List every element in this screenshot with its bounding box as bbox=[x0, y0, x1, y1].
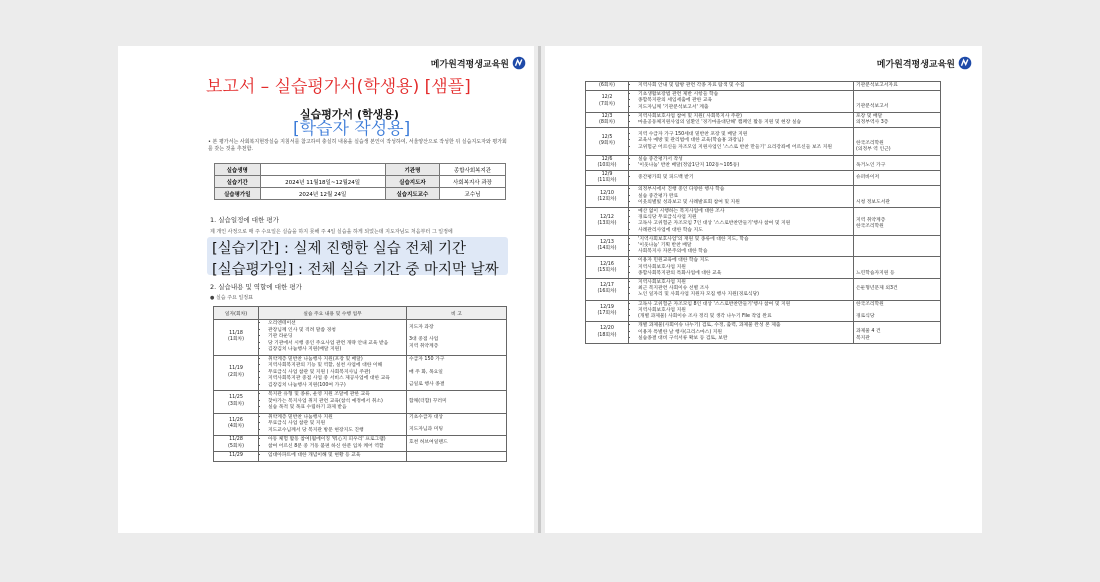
info-label: 실습지도자 bbox=[385, 176, 439, 188]
col-header: 실습 주요 내용 및 수행 업무 bbox=[259, 307, 407, 320]
note-line: 기관분석보고서 bbox=[856, 104, 889, 110]
schedule-item: • 무료급식 사업 참관 및 지원 ( 사회복지사님 주관) bbox=[268, 370, 404, 377]
schedule-item: • 기초생활보장법 관련 제반 시항들 학습 bbox=[638, 92, 851, 98]
info-row bbox=[215, 188, 506, 200]
schedule-content bbox=[629, 171, 854, 186]
schedule-item: • (개별 과제물) 사회이슈 조사 정리 및 생각 나누기 File 작업 완료 bbox=[638, 314, 851, 320]
document-title: 실습평가서 (학생용) bbox=[300, 108, 399, 121]
round-text: (6회차) bbox=[598, 83, 616, 88]
schedule-row bbox=[586, 208, 941, 236]
schedule-date bbox=[586, 235, 629, 257]
schedule-note bbox=[854, 235, 941, 257]
schedule-date bbox=[586, 112, 629, 127]
note-line: 슈퍼바이저 bbox=[856, 175, 880, 181]
schedule-item: • 임대아파트에 대한 개념이해 및 현황 등 교육 bbox=[268, 453, 404, 460]
schedule-item: • 지도자님께 '기관분석보고서' 계출 bbox=[638, 105, 851, 111]
schedule-row bbox=[586, 112, 941, 127]
round-text: (17회차) bbox=[597, 310, 617, 316]
schedule-note bbox=[854, 112, 941, 127]
note-line: 경로식당 bbox=[856, 313, 875, 319]
schedule-content bbox=[629, 155, 854, 170]
date-text: 12/6 bbox=[601, 156, 613, 162]
note-line: 복지관 bbox=[856, 335, 870, 341]
report-red-title: 보고서 – 실습평가서(학생용) [샘플] bbox=[206, 77, 471, 97]
round-text: (11회차) bbox=[597, 178, 617, 184]
info-label: 실습지도교수 bbox=[385, 188, 439, 200]
info-row bbox=[215, 164, 506, 176]
round-text: (16회차) bbox=[597, 289, 617, 295]
section2-sub: ● 실습 주요 일정표 bbox=[210, 295, 253, 301]
schedule-item: • 실습 중간평가 완료 bbox=[638, 194, 851, 200]
schedule-item: • 지역사회보호사업 참여 및 지원( 사회복지사 주관) bbox=[638, 114, 851, 120]
round-text: (18회차) bbox=[597, 332, 617, 338]
schedule-note bbox=[854, 300, 941, 322]
schedule-note bbox=[854, 82, 941, 91]
info-value: 2024년 12월 24일 bbox=[260, 188, 385, 200]
info-row bbox=[215, 176, 506, 188]
date-text: 11/28 bbox=[229, 437, 243, 442]
date-text: 12/19 bbox=[600, 304, 614, 310]
note-line: 시청 정보도서관 bbox=[856, 199, 890, 205]
info-label: 기관명 bbox=[385, 164, 439, 176]
schedule-content bbox=[629, 257, 854, 279]
round-text: (12회차) bbox=[597, 196, 617, 202]
note-line: 한국조리학원 bbox=[856, 224, 884, 230]
date-text: 12/2 bbox=[601, 95, 613, 101]
schedule-row bbox=[586, 128, 941, 155]
info-value: 종합사회복지관 bbox=[440, 164, 506, 176]
note-line: 의정부역사 3층 bbox=[856, 120, 889, 126]
schedule-row bbox=[586, 300, 941, 322]
schedule-item: • 지역사회보호사업 지원 bbox=[638, 308, 851, 314]
schedule-item: • 이웃의별빛 성과보고 및 사례발표회 참여 및 지원 bbox=[638, 200, 851, 206]
note-line: 과제물 4 건 bbox=[856, 329, 881, 335]
schedule-item: • 사회복지사 자본주의에 대한 학습 bbox=[638, 249, 851, 255]
date-text: 11/26 bbox=[229, 417, 243, 423]
note-line: 금일로 행사 종결 bbox=[409, 382, 445, 387]
note-line: 지도자님과 미팅 bbox=[409, 427, 443, 433]
schedule-content bbox=[259, 391, 407, 414]
schedule-item: • 교육사 예방 및 관리법에 대한 교육(학습홍 과장님) bbox=[638, 138, 851, 144]
schedule-row bbox=[214, 391, 507, 414]
round-text: (1회차) bbox=[227, 337, 245, 343]
schedule-item: • 이용자 특별한 날 행사(크리스마스) 지원 bbox=[638, 330, 851, 336]
note-line: 수급자 150 가구 bbox=[409, 357, 445, 362]
schedule-row bbox=[586, 91, 941, 113]
col-header: 일자(회차) bbox=[214, 307, 259, 320]
section1-heading: 1. 실습일정에 대한 평가 bbox=[210, 216, 279, 224]
right-document-page bbox=[545, 46, 982, 533]
round-text: (7회차) bbox=[598, 101, 616, 107]
date-text: 12/9 bbox=[601, 172, 613, 178]
schedule-item: • 관장님께 인사 및 격려 말씀 경청 bbox=[268, 328, 404, 335]
schedule-item: • 지역사회 안내 및 탐방 관련 각종 자료 탐색 및 수집 bbox=[638, 83, 851, 89]
note-line: 기관분석보고서자료 bbox=[856, 83, 898, 88]
schedule-item: • 지역사회보호사업 지원 bbox=[638, 265, 851, 271]
schedule-content bbox=[629, 91, 854, 113]
schedule-note bbox=[407, 413, 507, 436]
schedule-item: • 이용자 민원교육에 대한 학습 지도 bbox=[638, 258, 851, 264]
schedule-item: • 김장김치 나눔행사 지원(배달 지원) bbox=[268, 347, 404, 354]
schedule-item: • 오리엔테이션 bbox=[268, 321, 404, 328]
schedule-note bbox=[854, 171, 941, 186]
schedule-note bbox=[407, 355, 507, 391]
info-value bbox=[260, 164, 385, 176]
note-line: 지역 취약계층 bbox=[856, 218, 886, 224]
schedule-item: • 지역사회복지관 중점 사업 중 서비스 제공사업에 대한 교육 bbox=[268, 376, 404, 383]
note-line: 기초수급자 대상 bbox=[409, 414, 443, 420]
schedule-note bbox=[854, 279, 941, 301]
schedule-content bbox=[629, 322, 854, 344]
schedule-date bbox=[586, 208, 629, 236]
date-text: 12/13 bbox=[600, 239, 614, 245]
highlight-line-2: [실습평가일] : 전체 실습 기간 중 마지막 날짜 bbox=[212, 262, 499, 278]
note-line: (의정부 역 인근) bbox=[856, 147, 891, 153]
info-value: 교수님 bbox=[440, 188, 506, 200]
schedule-item: • '지역사회보호사업'의 재원 및 종류에 대한 지도, 학습 bbox=[638, 237, 851, 243]
schedule-date bbox=[586, 91, 629, 113]
schedule-note bbox=[854, 186, 941, 208]
schedule-item: • 사례관리사업에 대한 학습 지도 bbox=[638, 228, 851, 234]
note-line: 3대 중점 사업 bbox=[409, 337, 439, 342]
schedule-item: • 김장김치 나눔행사 지원(100여 가구) bbox=[268, 383, 404, 390]
schedule-date bbox=[214, 436, 259, 452]
schedule-date bbox=[586, 322, 629, 344]
info-value: 2024년 11월18일~12월24일 bbox=[260, 176, 385, 188]
schedule-content bbox=[629, 208, 854, 236]
schedule-content bbox=[259, 413, 407, 436]
schedule-table bbox=[213, 306, 507, 462]
note-line: 지도자 과장 bbox=[409, 324, 434, 330]
schedule-item: • 의정부시에서 진행 중인 다양한 행사 학습 bbox=[638, 187, 851, 193]
schedule-content bbox=[629, 300, 854, 322]
left-document-page bbox=[118, 46, 534, 533]
schedule-item: • 예산 없이 시행하는 복지사업에 대한 조사 bbox=[638, 209, 851, 215]
student-info-table bbox=[214, 163, 506, 200]
schedule-item: • 무료급식 사업 참관 및 지원 bbox=[268, 421, 404, 428]
schedule-content bbox=[629, 128, 854, 155]
schedule-item: • '이웃나눔' 기획 반찬 배달 bbox=[638, 243, 851, 249]
schedule-item: • 지역사회보호사업 지원 bbox=[638, 280, 851, 286]
schedule-item: • 노인 일자리 및 사회사업 지원자 모집 행사 지원(경로식당) bbox=[638, 292, 851, 298]
schedule-row bbox=[214, 413, 507, 436]
schedule-content bbox=[259, 355, 407, 391]
schedule-note bbox=[407, 436, 507, 452]
schedule-item: • 복지관 유형 및 종류, 운영 지원 조달에 관한 교육 bbox=[268, 392, 404, 399]
schedule-content bbox=[259, 320, 407, 356]
logo-mark-icon bbox=[958, 56, 972, 70]
schedule-date bbox=[586, 171, 629, 186]
schedule-date bbox=[214, 355, 259, 391]
round-text: (3회차) bbox=[227, 401, 245, 407]
schedule-table-continued bbox=[585, 81, 941, 344]
schedule-row bbox=[214, 452, 507, 462]
date-text: 12/5 bbox=[601, 135, 613, 141]
round-text: (9회차) bbox=[598, 141, 616, 147]
round-text: (10회차) bbox=[597, 162, 617, 168]
schedule-content bbox=[629, 186, 854, 208]
section1-note: 제 개인 사정으로 매 주 수요일은 실습을 하지 못해 주 4일 실습을 하게 되었는데 지도자님도 처음부터 그 일정에 bbox=[210, 229, 453, 235]
schedule-row bbox=[214, 320, 507, 356]
schedule-date bbox=[586, 257, 629, 279]
logo bbox=[431, 56, 526, 70]
schedule-item: • 실습종결 대비 구석서류 확보 등 검토, 보완 bbox=[638, 336, 851, 342]
intro-text: • 본 평가서는 사회복지현장실습 지침서를 참고하여 충실히 내용을 실습생 본인이 작성하여, 서울양산으로 작성한 뒤 실습지도자와 평가회를 갖는 것을 추천함. bbox=[208, 139, 507, 152]
schedule-row bbox=[586, 257, 941, 279]
schedule-item: • 지역사회복지관의 기능 및 역할, 실천 사업에 대한 이해 bbox=[268, 363, 404, 370]
schedule-content bbox=[629, 112, 854, 127]
logo bbox=[877, 56, 972, 70]
schedule-date bbox=[214, 391, 259, 414]
schedule-content bbox=[629, 235, 854, 257]
schedule-item: • 찾아가는 복지사업 취지 관련 교육(참석 예정에서 취소) bbox=[268, 399, 404, 406]
schedule-date bbox=[214, 452, 259, 462]
schedule-note bbox=[407, 391, 507, 414]
note-line: 호천 허브여일랜드 bbox=[409, 440, 448, 446]
logo-text: 메가원격평생교육원 bbox=[430, 59, 509, 70]
date-text: 11/29 bbox=[229, 453, 243, 458]
highlight-line-1: [실습기간] : 실제 진행한 실습 전체 기간 bbox=[212, 241, 466, 257]
logo-text: 메가원격평생교육원 bbox=[876, 59, 955, 70]
note-line: 포장 및 배달 bbox=[856, 113, 883, 119]
schedule-note bbox=[407, 320, 507, 356]
note-line: 한국조리학원 bbox=[856, 141, 884, 147]
note-line: 함께(더함) 꾸러미 bbox=[409, 398, 447, 404]
schedule-item: • 취약계층 밑반찬 나눔행사 지원 bbox=[268, 415, 404, 422]
schedule-content bbox=[629, 82, 854, 91]
round-text: (8회차) bbox=[598, 120, 616, 126]
section2-heading: 2. 실습내용 및 역할에 대한 평가 bbox=[210, 283, 302, 291]
schedule-content bbox=[629, 279, 854, 301]
info-label: 실습기간 bbox=[215, 176, 261, 188]
schedule-date bbox=[586, 155, 629, 170]
note-line bbox=[856, 292, 938, 298]
schedule-item: • 고위험군 어르신들 자조모임 지원사업인 '스스로 반찬 만들기' 요리강좌에 어르신들 보조 지원 bbox=[638, 145, 851, 151]
note-line: 은둔형년문제 외3건 bbox=[856, 286, 898, 292]
schedule-item: • 아동 체험 활동 참여(월에이징 '뭐心지 피우리' 프로그램) bbox=[268, 437, 404, 444]
schedule-date bbox=[586, 279, 629, 301]
schedule-item: • 마을공동체지원사업의 일환인 '경기마을대단해' 캠페인 활동 지원 및 현장 실습 bbox=[638, 120, 851, 126]
schedule-date bbox=[586, 82, 629, 91]
schedule-date bbox=[214, 413, 259, 436]
round-text: (5회차) bbox=[227, 443, 245, 449]
schedule-item: • 최근 복지관련 사회이슈 선별 조사 bbox=[638, 286, 851, 292]
note-line: 한국조리학원 bbox=[856, 301, 884, 307]
date-text: 12/12 bbox=[600, 215, 614, 221]
col-header: 비 고 bbox=[407, 307, 507, 320]
note-line: 매 주 화, 목요일 bbox=[409, 369, 443, 375]
schedule-item: • 종합사회복지관의 특화사업에 대한 교육 bbox=[638, 271, 851, 277]
schedule-item: • 개별 과제물(사회이슈 나누기) 검토, 수정, 출력, 과제물 완성 본 제출 bbox=[638, 323, 851, 329]
schedule-item: • 고독사 고위험군 자조모임 8인 대상 '스스로반찬만들기'행사 참여 및 지원 bbox=[638, 302, 851, 308]
date-text: 12/20 bbox=[600, 326, 614, 332]
schedule-row bbox=[586, 155, 941, 170]
schedule-item: • 지역 수급자 가구 150세대 밑반찬 포장 및 배달 지원 bbox=[638, 132, 851, 138]
schedule-date bbox=[586, 300, 629, 322]
schedule-item: • 고독사 고위험군 자조모임 7인 대상 '스스로반찬만들기'행사 참여 및 지원 bbox=[638, 221, 851, 227]
logo-mark-icon bbox=[512, 56, 526, 70]
schedule-row bbox=[586, 279, 941, 301]
schedule-date bbox=[586, 186, 629, 208]
schedule-content bbox=[259, 436, 407, 452]
date-text: 12/3 bbox=[601, 113, 613, 119]
note-line: 느린학습자지원 등 bbox=[856, 270, 895, 276]
schedule-note bbox=[854, 257, 941, 279]
schedule-item: • '이웃나눔' 반찬 배달(정암1단지 102동~105동) bbox=[638, 163, 851, 169]
schedule-row bbox=[586, 322, 941, 344]
schedule-item: • 실습 중간평가서 작성 bbox=[638, 157, 851, 163]
schedule-item: • 종합복지관의 세입세출에 관한 교육 bbox=[638, 98, 851, 104]
round-text: (15회차) bbox=[597, 267, 617, 273]
date-text: 11/19 bbox=[229, 366, 243, 372]
info-label: 실습생명 bbox=[215, 164, 261, 176]
author-note: [학습자 작성용] bbox=[293, 119, 411, 139]
schedule-note bbox=[854, 91, 941, 113]
schedule-row bbox=[586, 82, 941, 91]
schedule-content bbox=[259, 452, 407, 462]
schedule-item: • 취약계층 밑반찬 나눔행사 지원(포장 및 배달) bbox=[268, 357, 404, 364]
page-divider bbox=[538, 46, 541, 533]
schedule-item: • 기관 라운딩 bbox=[268, 334, 404, 341]
round-text: (4회차) bbox=[227, 424, 245, 430]
schedule-note bbox=[407, 452, 507, 462]
schedule-item: • 중간평가회 및 피드백 받기 bbox=[638, 175, 851, 181]
schedule-row bbox=[214, 355, 507, 391]
schedule-item: • 실습 목적 및 목표 수립하기 과제 받음 bbox=[268, 405, 404, 412]
schedule-row bbox=[586, 186, 941, 208]
schedule-date bbox=[214, 320, 259, 356]
info-value: 사회복지사 과장 bbox=[440, 176, 506, 188]
date-text: 12/16 bbox=[600, 261, 614, 267]
schedule-row bbox=[586, 235, 941, 257]
date-text: 12/17 bbox=[600, 283, 614, 289]
schedule-row bbox=[214, 436, 507, 452]
schedule-row bbox=[586, 171, 941, 186]
round-text: (13회차) bbox=[597, 221, 617, 227]
note-line: 지역 취약계층 bbox=[409, 343, 439, 349]
date-text: 12/10 bbox=[600, 190, 614, 196]
info-label: 실습평가일 bbox=[215, 188, 261, 200]
schedule-note bbox=[854, 208, 941, 236]
note-line: 독거노인 가구 bbox=[856, 162, 886, 168]
schedule-note bbox=[854, 322, 941, 344]
round-text: (14회차) bbox=[597, 246, 617, 252]
schedule-item: • 참여 어르신 8분 중 거동 불편 하신 한분 입차 케어 역할 bbox=[268, 444, 404, 451]
schedule-note bbox=[854, 128, 941, 155]
schedule-date bbox=[586, 128, 629, 155]
schedule-item: • 경로식당 무료급식사업 지원 bbox=[638, 215, 851, 221]
round-text: (2회차) bbox=[227, 372, 245, 378]
schedule-note bbox=[854, 155, 941, 170]
schedule-item: • 당 기관에서 시행 중인 주요사업 관련 개략 안내 교육 받음 bbox=[268, 341, 404, 348]
schedule-item: • 지도교수님께서 당 복지관 방문 현장지도 진행 bbox=[268, 428, 404, 435]
date-text: 11/25 bbox=[229, 395, 243, 401]
date-text: 11/18 bbox=[229, 330, 243, 336]
